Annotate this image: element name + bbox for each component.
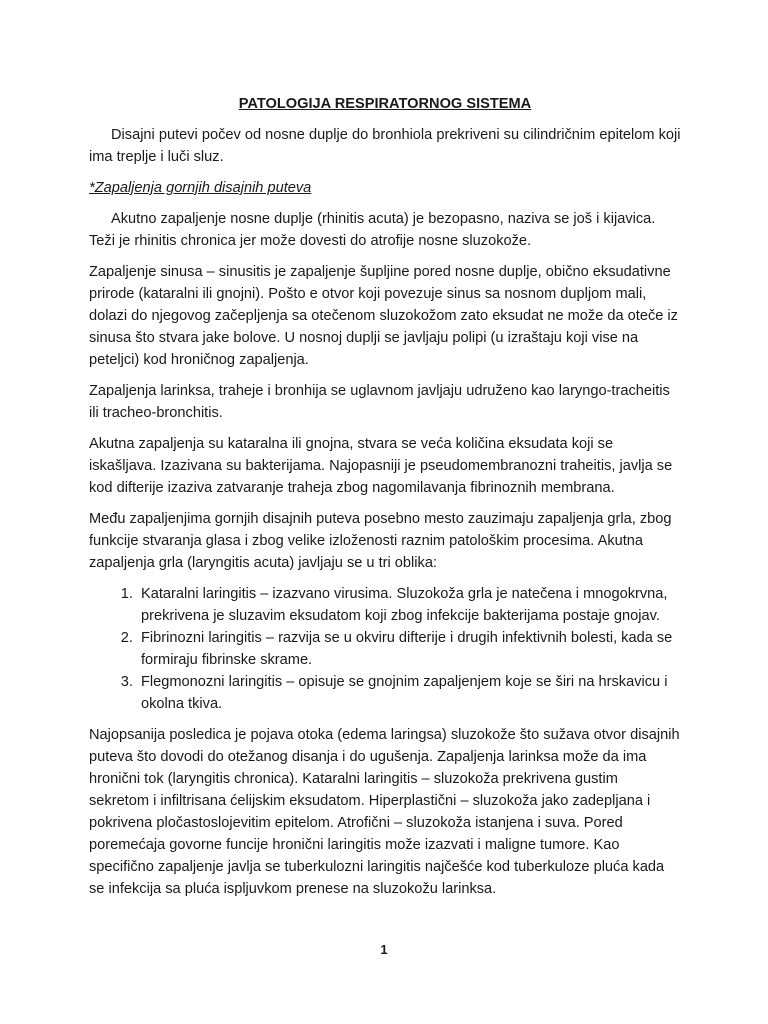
list-item: 2. Fibrinozni laringitis – razvija se u okviru difterije i drugih infektivnih bolesti, kada se formiraju fibrinske skrame.	[137, 627, 681, 671]
intro-paragraph: Disajni putevi počev od nosne duplje do bronhiola prekriveni su cilindričnim epitelom koji ima treplje i luči sluz.	[89, 127, 681, 165]
list-item: 3. Flegmonozni laringitis – opisuje se gnojnim zapaljenjem koje se širi na hrskavicu i okolna tkiva.	[137, 671, 681, 715]
paragraph-sinusitis: Zapaljenje sinusa – sinusitis je zapaljenje šupljine pored nosne duplje, obično eksudativne prirode (kataralni ili gnojni). Pošto e otvor koji povezuje sinus sa nosnom dupljom mali, dolazi do njegovog začepljenja sa otečenom sluzokožom zato eksudat ne može da oteče iz sinusa što stvara jake bolove. U nosnoj duplji se javljaju polipi (u izraštaju koji vise na peteljci) kod hroničnog zapaljenja.	[89, 264, 678, 368]
document-title: PATOLOGIJA RESPIRATORNOG SISTEMA	[238, 96, 532, 112]
document-body	[89, 93, 681, 909]
paragraph-acute-inflammation: Akutna zapaljenja su kataralna ili gnojna, stvara se veća količina eksudata koji se iskašljava. Izazivana su bakterijama. Najopasniji je pseudomembranozni traheitis, javlja se kod difterije izaziva zatvaranje traheja zbog nagomilavanja fibrinoznih membrana.	[89, 436, 673, 496]
laryngitis-forms-list	[89, 583, 681, 715]
paragraph-rhinitis: Akutno zapaljenje nosne duplje (rhinitis acuta) je bezopasno, naziva se još i kijavica. Teži je rhinitis chronica jer može dovesti do atrofije nosne sluzokože.	[89, 211, 656, 249]
paragraph-larynx-trachea: Zapaljenja larinksa, traheje i bronhija se uglavnom javljaju udruženo kao laryngo-tracheitis ili tracheo-bronchitis.	[89, 383, 670, 421]
paragraph-throat-inflammation: Među zapaljenjima gornjih disajnih puteva posebno mesto zauzimaju zapaljenja grla, zbog funkcije stvaranja glasa i zbog velike izloženosti raznim patološkim procesima. Akutna zapaljenja grla (laryngitis acuta) javljaju se u tri oblika:	[89, 511, 672, 571]
section-subheading: *Zapaljenja gornjih disajnih puteva	[89, 180, 312, 196]
page-number: 1	[380, 942, 388, 957]
list-item: 1. Kataralni laringitis – izazvano virusima. Sluzokoža grla je natečena i mnogokrvna, prekrivena je sluzavim eksudatom koji zbog infekcije bakterijama postaje gnojav.	[137, 583, 681, 627]
paragraph-consequences: Najopsanija posledica je pojava otoka (edema laringsa) sluzokože što sužava otvor disajnih puteva što dovodi do otežanog disanja i do ugušenja. Zapaljenja larinksa može da ima hronični tok (laryngitis chronica). Kataralni laringitis – sluzokoža prekrivena gustim sekretom i infiltrisana ćelijskim eksudatom. Hiperplastični – sluzokoža jako zadepljana i pokrivena pločastoslojevitim epitelom. Atrofični – sluzokoža istanjena i suva. Pored poremećaja govorne funcije hronični laringitis može izazvati i maligne tumore. Kao specifično zapaljenje javlja se tuberkulozni laringitis najčešće kod tuberkuloze pluća kada se infekcija sa pluća ispljuvkom prenese na sluzokožu larinksa.	[89, 727, 680, 897]
